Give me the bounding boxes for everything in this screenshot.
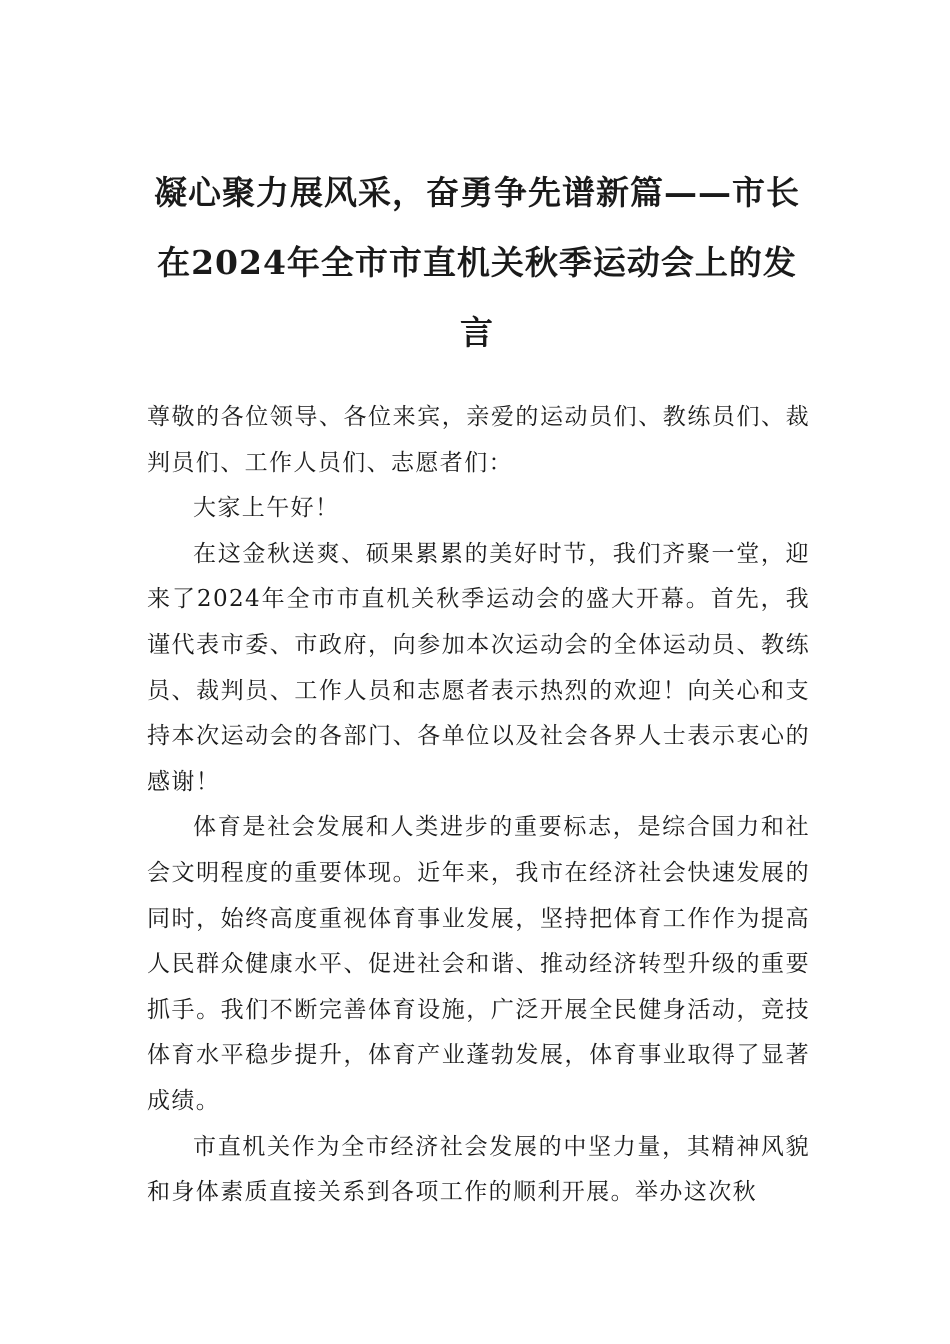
body-paragraph: 市直机关作为全市经济社会发展的中坚力量，其精神风貌和身体素质直接关系到各项工作的顺利开展。举办这次秋 (147, 1133, 810, 1206)
document-title: 凝心聚力展风采，奋勇争先谱新篇——市长在2024年全市市直机关秋季运动会上的发言 (154, 173, 800, 352)
body-paragraph: 在这金秋送爽、硕果累累的美好时节，我们齐聚一堂，迎来了2024年全市市直机关秋季运动会的盛大开幕。首先，我谨代表市委、市政府，向参加本次运动会的全体运动员、教练员、裁判员、工作人员和志愿者表示热烈的欢迎！向关心和支持本次运动会的各部门、各单位以及社会各界人士表示衷心的感谢！ (147, 540, 810, 795)
greeting-paragraph: 大家上午好！ (193, 495, 340, 522)
salutation-paragraph: 尊敬的各位领导、各位来宾，亲爱的运动员们、教练员们、裁判员们、工作人员们、志愿者们： (147, 404, 810, 476)
body-paragraph: 体育是社会发展和人类进步的重要标志，是综合国力和社会文明程度的重要体现。近年来，我市在经济社会快速发展的同时，始终高度重视体育事业发展，坚持把体育工作作为提高人民群众健康水平、促进社会和谐、推动经济转型升级的重要抓手。我们不断完善体育设施，广泛开展全民健身活动，竞技体育水平稳步提升，体育产业蓬勃发展，体育事业取得了显著成绩。 (147, 814, 810, 1114)
document-body (147, 395, 810, 1216)
